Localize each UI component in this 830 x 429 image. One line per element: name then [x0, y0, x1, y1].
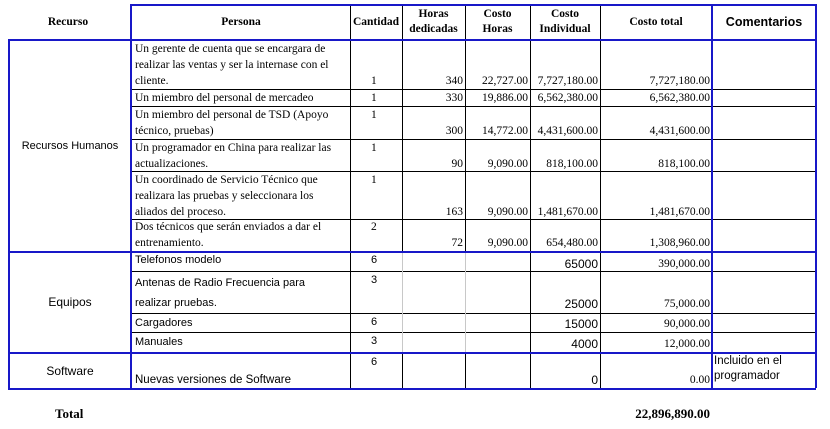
row-cantidad: 3 — [371, 274, 378, 286]
total-value: 22,896,890.00 — [635, 406, 710, 421]
grid-line — [130, 106, 712, 107]
grid-line — [465, 252, 466, 352]
grid-line — [712, 219, 816, 220]
row-costo-total: 90,000.00 — [664, 318, 710, 330]
row-costo-horas: 9,090.00 — [487, 206, 528, 218]
border-line — [8, 251, 816, 253]
row-horas: 163 — [445, 206, 463, 218]
row-costo-total: 0.00 — [689, 374, 710, 386]
row-costo-individual: 65000 — [564, 257, 598, 271]
grid-line — [712, 313, 816, 314]
grid-line — [712, 332, 816, 333]
row-costo-horas: 22,727.00 — [482, 75, 528, 87]
total-label: Total — [55, 406, 84, 421]
row-costo-total: 1,308,960.00 — [649, 237, 710, 249]
row-horas: 300 — [445, 125, 463, 137]
grid-line — [130, 332, 712, 333]
row-costo-individual: 15000 — [564, 317, 598, 331]
row-costo-total: 4,431,600.00 — [649, 125, 710, 137]
grid-line — [530, 5, 531, 388]
header-cantidad: Cantidad — [352, 15, 400, 28]
grid-line — [130, 89, 712, 90]
row-persona: Un gerente de cuenta que se encargara de realizar las ventas y ser la internase con el cliente. — [135, 43, 329, 87]
row-comentario: Incluido en el programador — [714, 355, 782, 382]
grid-line — [465, 5, 466, 252]
border-line — [711, 4, 713, 388]
row-costo-horas: 9,090.00 — [487, 237, 528, 249]
row-persona: Antenas de Radio Frecuencia para realizar pruebas. — [135, 277, 305, 309]
row-costo-horas: 14,772.00 — [482, 125, 528, 137]
row-costo-total: 390,000.00 — [658, 258, 710, 270]
row-persona: Un miembro del personal de mercadeo — [135, 92, 314, 104]
grid-line — [402, 5, 403, 252]
grid-line — [712, 171, 816, 172]
row-cantidad: 1 — [371, 109, 377, 121]
grid-line — [712, 139, 816, 140]
row-cantidad: 1 — [371, 92, 377, 104]
group-equipos: Equipos — [48, 295, 92, 309]
grid-line — [712, 106, 816, 107]
row-cantidad: 1 — [371, 75, 377, 87]
grid-line — [130, 139, 712, 140]
grid-line — [465, 354, 466, 388]
header-costo-total: Costo total — [629, 15, 683, 28]
row-costo-total: 12,000.00 — [664, 338, 710, 350]
grid-line — [712, 89, 816, 90]
row-persona: Dos técnicos que serán enviados a dar el entrenamiento. — [135, 221, 322, 249]
row-costo-horas: 19,886.00 — [482, 92, 528, 104]
row-horas: 72 — [451, 237, 463, 249]
grid-line — [130, 219, 712, 220]
row-persona: Nuevas versiones de Software — [135, 374, 291, 386]
row-persona: Un miembro del personal de TSD (Apoyo técnico, pruebas) — [135, 109, 329, 137]
row-costo-total: 6,562,380.00 — [649, 92, 710, 104]
row-costo-individual: 25000 — [564, 297, 598, 311]
header-persona: Persona — [221, 15, 261, 28]
grid-line — [350, 5, 351, 388]
row-persona: Cargadores — [135, 317, 193, 329]
grid-line — [402, 252, 403, 352]
grid-line — [712, 271, 816, 272]
grid-line — [130, 313, 712, 314]
row-persona: Un coordinado de Servicio Técnico que realizara las pruebas y seleccionara los aliados del proceso. — [135, 174, 318, 218]
row-cantidad: 3 — [371, 335, 378, 347]
row-costo-individual: 0 — [591, 373, 598, 387]
row-costo-total: 7,727,180.00 — [649, 75, 710, 87]
header-horas: Horas dedicadas — [409, 8, 458, 35]
row-cantidad: 2 — [371, 221, 377, 233]
header-comentarios: Comentarios — [725, 15, 803, 29]
grid-line — [130, 171, 712, 172]
border-line — [815, 4, 817, 388]
row-costo-individual: 6,562,380.00 — [537, 92, 598, 104]
row-cantidad: 1 — [371, 174, 377, 186]
border-line — [8, 39, 10, 389]
row-cantidad: 6 — [371, 356, 378, 368]
header-costo-horas: Costo Horas — [482, 8, 513, 35]
row-horas: 90 — [451, 158, 463, 170]
row-horas: 330 — [445, 92, 463, 104]
border-line — [8, 388, 816, 390]
row-costo-individual: 7,727,180.00 — [537, 75, 598, 87]
border-line — [130, 4, 132, 388]
grid-line — [402, 354, 403, 388]
row-persona: Manuales — [135, 336, 183, 348]
row-costo-individual: 654,480.00 — [546, 237, 598, 249]
row-costo-total: 818,100.00 — [658, 158, 710, 170]
header-costo-individual: Costo Individual — [539, 8, 591, 35]
row-costo-individual: 4000 — [571, 337, 598, 351]
grid-line — [130, 271, 712, 272]
group-recursos-humanos: Recursos Humanos — [21, 139, 119, 152]
row-costo-individual: 818,100.00 — [546, 158, 598, 170]
border-line — [130, 4, 816, 6]
row-costo-individual: 1,481,670.00 — [537, 206, 598, 218]
row-costo-horas: 9,090.00 — [487, 158, 528, 170]
row-costo-total: 75,000.00 — [664, 298, 710, 310]
border-line — [8, 352, 816, 354]
grid-line — [600, 5, 601, 388]
row-cantidad: 6 — [371, 316, 378, 328]
row-persona: Un programador en China para realizar las actualizaciones. — [135, 142, 332, 170]
row-costo-total: 1,481,670.00 — [649, 206, 710, 218]
header-recurso: Recurso — [47, 15, 89, 28]
row-persona: Telefonos modelo — [135, 254, 222, 266]
row-cantidad: 6 — [371, 254, 378, 266]
row-costo-individual: 4,431,600.00 — [537, 125, 598, 137]
row-cantidad: 1 — [371, 142, 377, 154]
group-software: Software — [46, 364, 94, 378]
row-horas: 340 — [445, 75, 463, 87]
